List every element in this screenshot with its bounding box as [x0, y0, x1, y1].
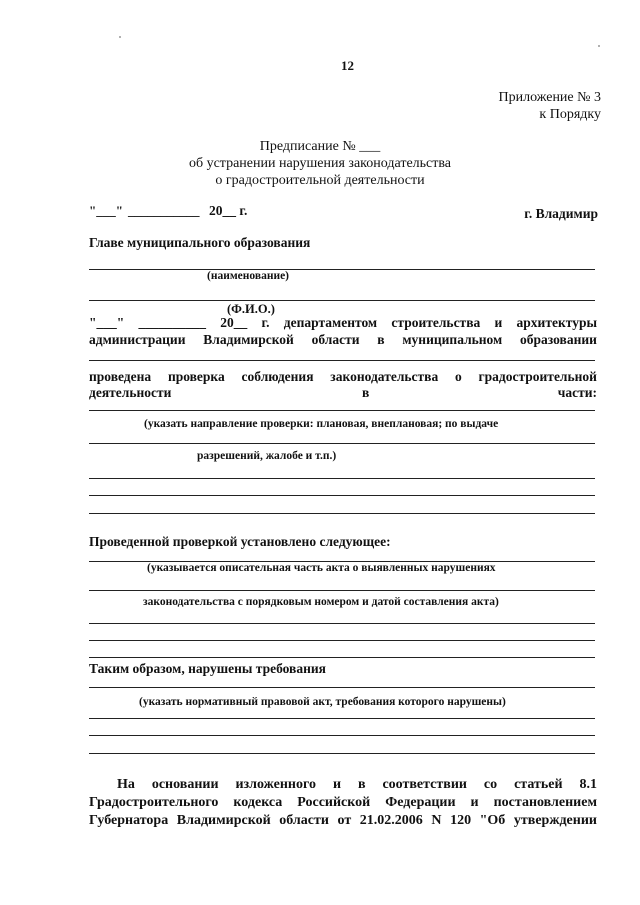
word: о — [454, 369, 462, 384]
word: Российской — [297, 795, 371, 810]
word: изложенного — [235, 777, 316, 792]
scan-speck — [119, 36, 121, 38]
word: 8.1 — [579, 777, 597, 792]
word: строительства — [391, 315, 481, 330]
blank-line — [89, 495, 595, 496]
word: в — [377, 332, 385, 347]
word: муниципальном — [402, 332, 503, 347]
blank-line — [89, 410, 595, 411]
word: проведена — [89, 369, 152, 384]
word: статьей — [514, 777, 563, 792]
scan-speck — [598, 45, 600, 47]
para1-line-3 — [89, 370, 597, 384]
word: Губернатора — [89, 813, 169, 828]
title-line-1: Предписание № ___ — [259, 139, 381, 154]
word: и — [494, 315, 503, 330]
basis-line-3 — [89, 814, 597, 828]
hint-violations: (указать нормативный правовой акт, требования которого нарушены) — [139, 696, 506, 708]
date-month-blank: ___________ — [128, 203, 200, 218]
city: г. Владимир — [524, 206, 598, 221]
title-line-2: об устранении нарушения законодательства — [188, 156, 452, 171]
title-line-3: о градостроительной деятельности — [215, 173, 425, 188]
para1-line-4-word: части: — [557, 385, 597, 400]
blank-line — [89, 269, 595, 270]
appendix-line-2: к Порядку — [539, 107, 601, 122]
word: соответствии — [382, 777, 467, 792]
word: и — [470, 795, 479, 810]
hint-check-type-2: разрешений, жалобе и т.п.) — [197, 450, 337, 462]
para1-line-1 — [89, 316, 597, 330]
violations-label: Таким образом, нарушены требования — [89, 661, 326, 676]
word: 120 — [450, 813, 472, 828]
blank-line — [89, 623, 595, 624]
hint-findings-2: законодательства с порядковым номером и датой составления акта) — [143, 596, 499, 608]
word: образовании — [520, 332, 597, 347]
blank-line — [89, 718, 595, 719]
word: Федерации — [385, 795, 456, 810]
word: в — [357, 777, 366, 792]
word: проверка — [167, 369, 225, 384]
word: Владимирской — [176, 813, 271, 828]
word: законодательства — [330, 369, 439, 384]
word: постановлением — [493, 795, 597, 810]
blank-line — [89, 657, 595, 658]
para1-line-2 — [89, 333, 597, 347]
word: На — [117, 777, 135, 792]
para1-line-4-word: деятельности — [89, 385, 172, 400]
blank-line — [89, 640, 595, 641]
word: утверждении — [513, 813, 597, 828]
word: 21.02.2006 — [359, 813, 423, 828]
word: Владимирской — [203, 332, 294, 347]
blank-line — [89, 753, 595, 754]
page-number: 12 — [341, 58, 354, 73]
date-day-blank: "___" — [89, 203, 123, 218]
blank-line — [89, 478, 595, 479]
word: области — [311, 332, 360, 347]
word: и — [332, 777, 342, 792]
addressee-label: Главе муниципального образования — [89, 235, 311, 250]
word: кодекса — [233, 795, 283, 810]
blank-line — [89, 590, 595, 591]
word: "Об — [479, 813, 506, 828]
hint-name: (наименование) — [207, 270, 290, 282]
word: 20__ — [220, 315, 248, 330]
blank-line — [89, 360, 595, 361]
word: градостроительной — [478, 369, 597, 384]
word: соблюдения — [241, 369, 314, 384]
appendix-line-1: Приложение № 3 — [498, 90, 601, 105]
blank-line — [89, 687, 595, 688]
basis-line-2 — [89, 796, 597, 810]
hint-fio: (Ф.И.О.) — [227, 302, 275, 316]
word: архитектуры — [516, 315, 597, 330]
hint-check-type-1: (указать направление проверки: плановая, внеплановая; по выдаче — [144, 418, 499, 430]
blank-line — [89, 735, 595, 736]
word: от — [337, 813, 352, 828]
blank-line — [89, 300, 595, 301]
word: основании — [151, 777, 219, 792]
date-year: 20__ г. — [209, 203, 248, 218]
word: со — [483, 777, 498, 792]
blank-line — [89, 443, 595, 444]
para1-line-4-word: в — [362, 385, 370, 400]
word: Градостроительного — [89, 795, 219, 810]
word: администрации — [89, 332, 186, 347]
word: департаментом — [283, 315, 378, 330]
word: __________ — [138, 315, 207, 330]
blank-line — [89, 513, 595, 514]
hint-findings-1: (указывается описательная часть акта о выявленных нарушениях — [147, 562, 496, 574]
word: области — [279, 813, 329, 828]
word: г. — [261, 315, 270, 330]
findings-label: Проведенной проверкой установлено следующее: — [89, 534, 391, 549]
basis-line-1 — [117, 778, 597, 792]
word: N — [431, 813, 442, 828]
word: "___" — [89, 315, 125, 330]
